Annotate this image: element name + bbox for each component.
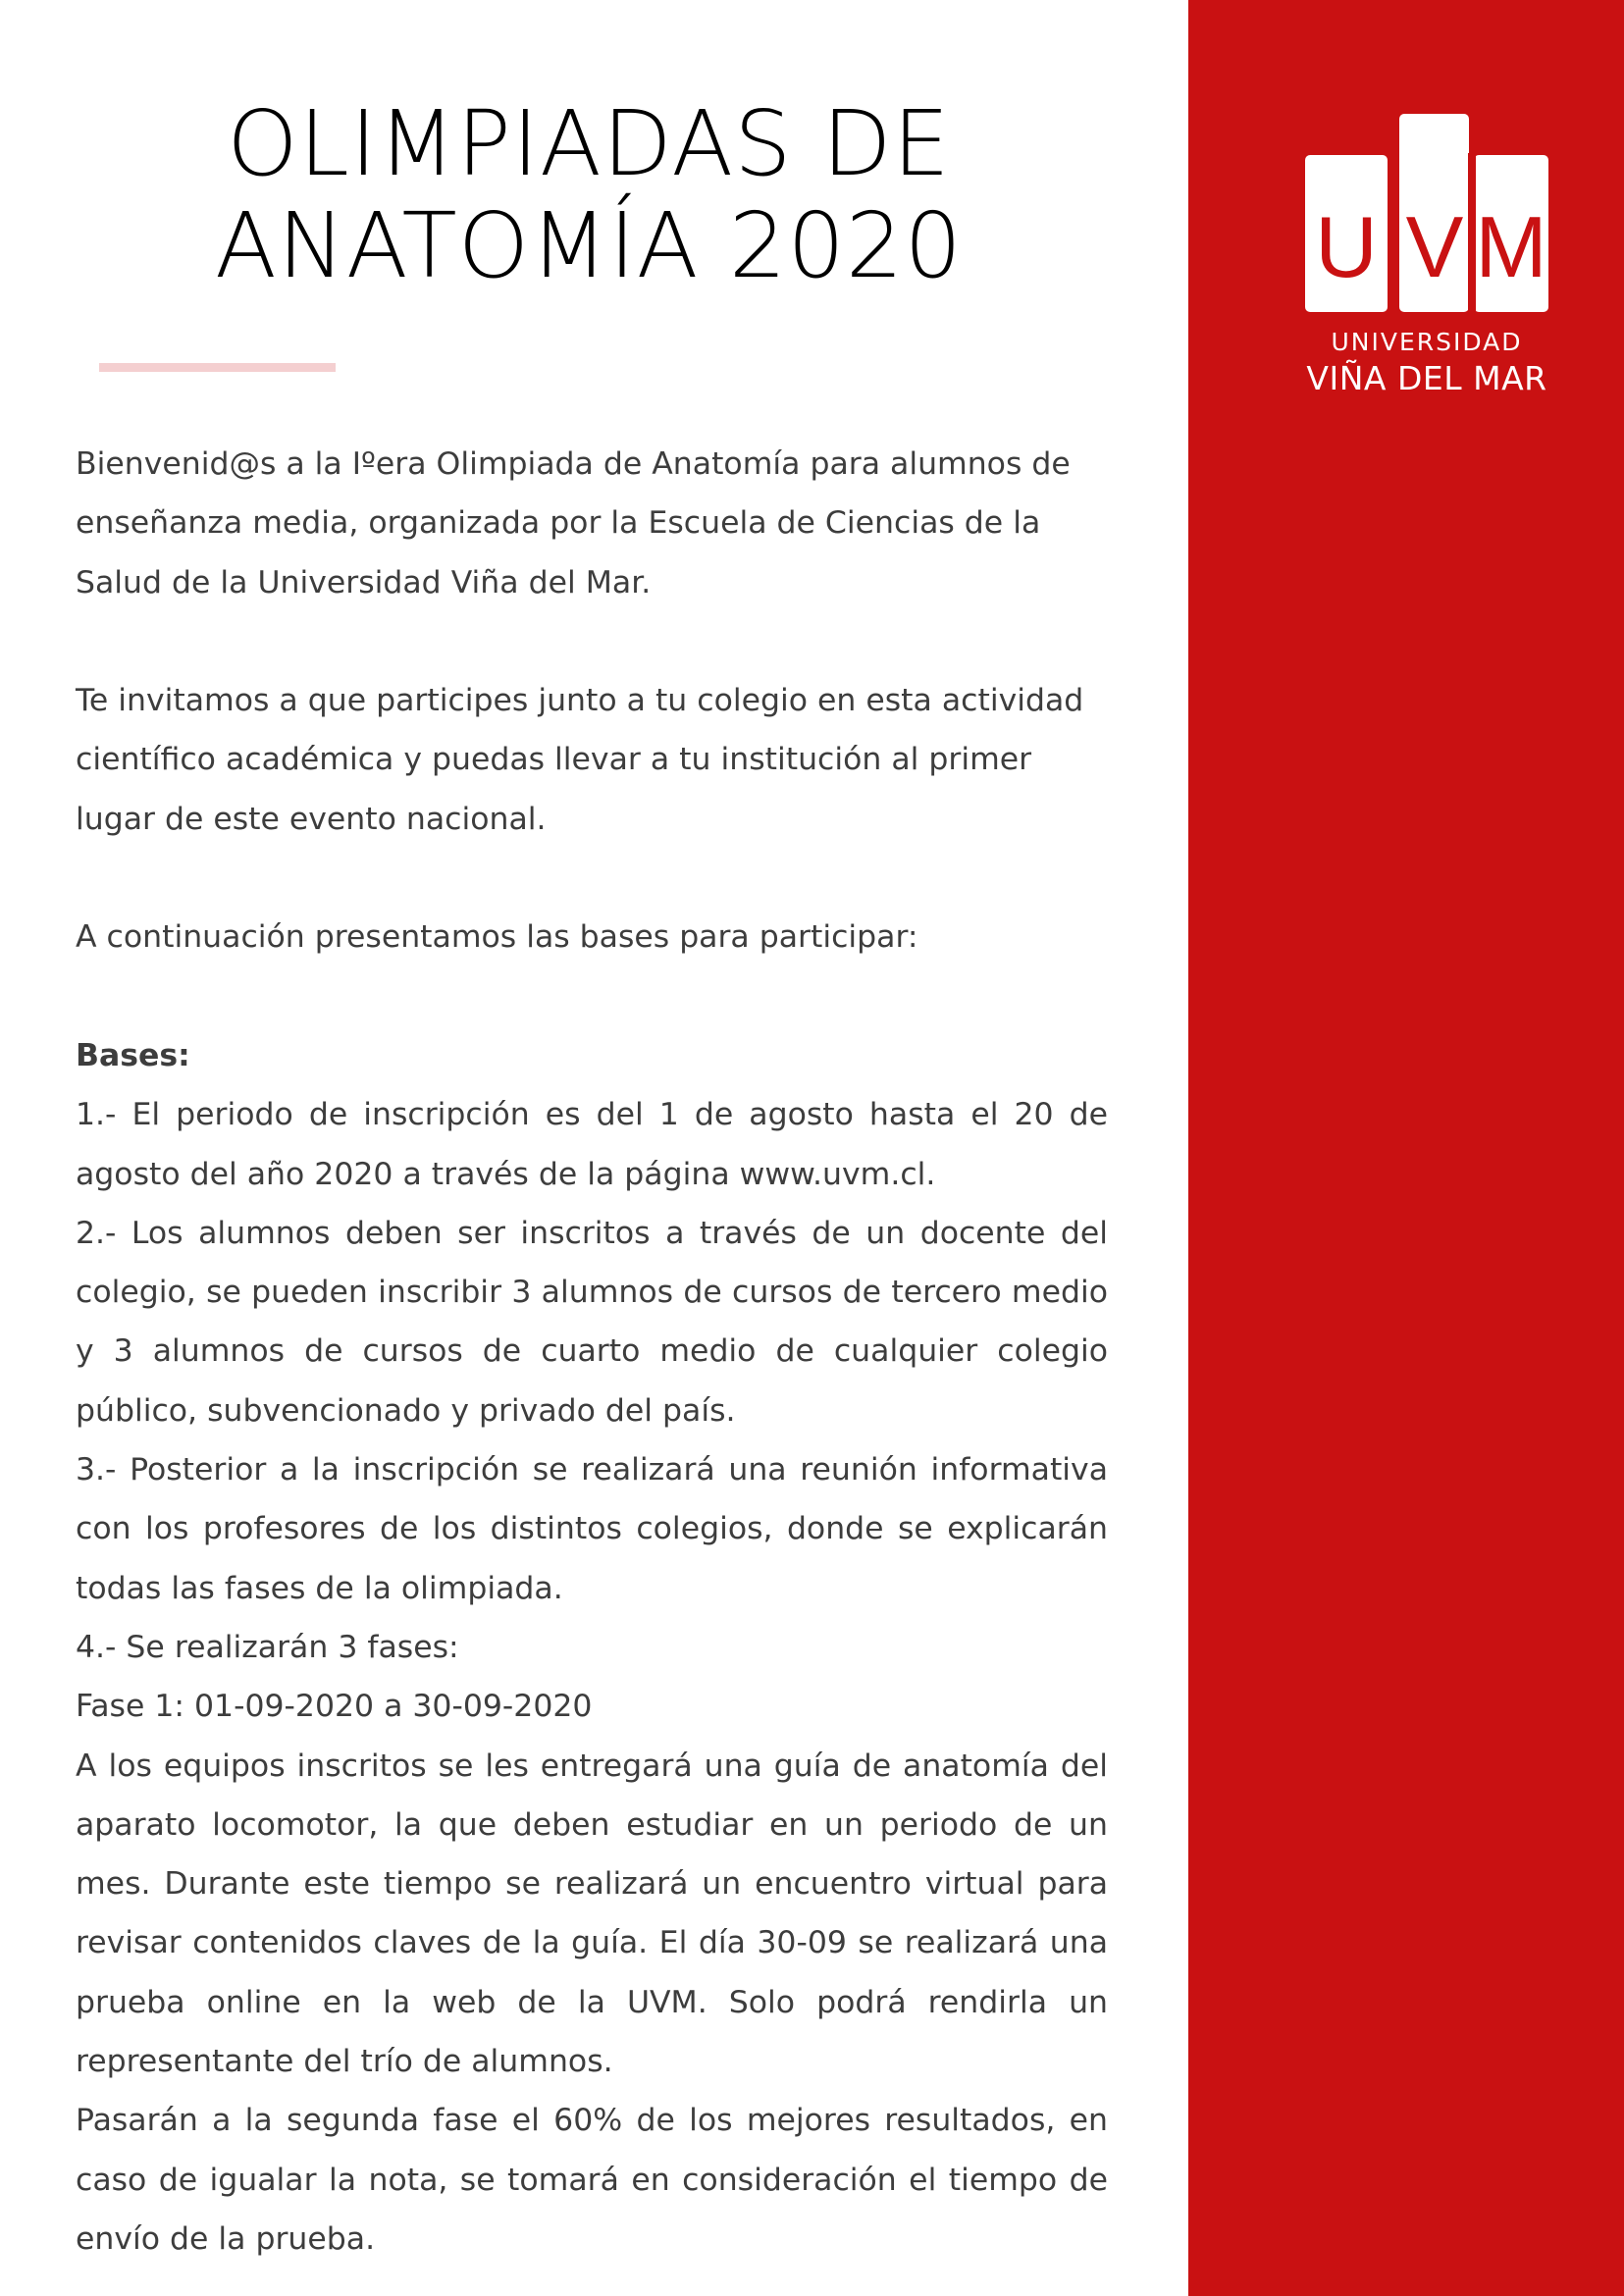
title-line-1: OLIMPIADAS DE: [227, 91, 951, 196]
logo-letter-u: U: [1315, 198, 1378, 295]
intro-welcome: Bienvenid@s a la Iºera Olimpiada de Anatomía para alumnos de enseñanza media, organizada por la Escuela de Ciencias de la Salud de la Universidad Viña del Mar.: [76, 446, 1071, 600]
bases-heading: Bases:: [76, 1037, 190, 1073]
title-accent-bar: [99, 363, 336, 372]
bases-item-3: 3.- Posterior a la inscripción se realizará una reunión informativa con los profesores de los distintos colegios, donde se explicarán todas las fases de la olimpiada.: [76, 1452, 1108, 1606]
logo-letter-m: M: [1475, 198, 1547, 295]
logo-vina-del-mar: VIÑA DEL MAR: [1306, 359, 1547, 397]
fase-1-text: A los equipos inscritos se les entregará una guía de anatomía del aparato locomotor, la que deben estudiar en un periodo de un mes. Durante este tiempo se realizará un encuentro virtual para revisar contenidos claves de la guía. El día 30-09 se realizará una prueba online en la web de la UVM. Solo podrá rendirla un representante del trío de alumnos.: [76, 1748, 1108, 2080]
logo-letter-v: V: [1405, 198, 1464, 295]
uvm-logo: [1294, 114, 1559, 397]
document-body: [76, 435, 1108, 2269]
uvm-logo-mark: [1294, 114, 1559, 320]
red-sidebar: [1188, 0, 1624, 2296]
page-title: [59, 93, 1119, 297]
fase-1-title: Fase 1: 01-09-2020 a 30-09-2020: [76, 1689, 593, 1725]
bases-item-2: 2.- Los alumnos deben ser inscritos a través de un docente del colegio, se pueden inscribir 3 alumnos de cursos de tercero medio y 3 alumnos de cursos de cuarto medio de cualquier colegio público, subvencionado y privado del país.: [76, 1215, 1108, 1429]
intro-lead: A continuación presentamos las bases para participar:: [76, 919, 918, 956]
bases-item-1: 1.- El periodo de inscripción es del 1 de agosto hasta el 20 de agosto del año 2020 a través de la página www.uvm.cl.: [76, 1097, 1108, 1192]
bases-item-4: 4.- Se realizarán 3 fases:: [76, 1629, 459, 1665]
logo-universidad: UNIVERSIDAD: [1331, 328, 1523, 356]
intro-invite: Te invitamos a que participes junto a tu colegio en esta actividad científico académica y puedas llevar a tu institución al primer lugar de este evento nacional.: [76, 683, 1084, 837]
title-line-2: ANATOMÍA 2020: [215, 193, 963, 298]
fase-1-result: Pasarán a la segunda fase el 60% de los mejores resultados, en caso de igualar la nota, se tomará en consideración el tiempo de envío de la prueba.: [76, 2103, 1108, 2257]
